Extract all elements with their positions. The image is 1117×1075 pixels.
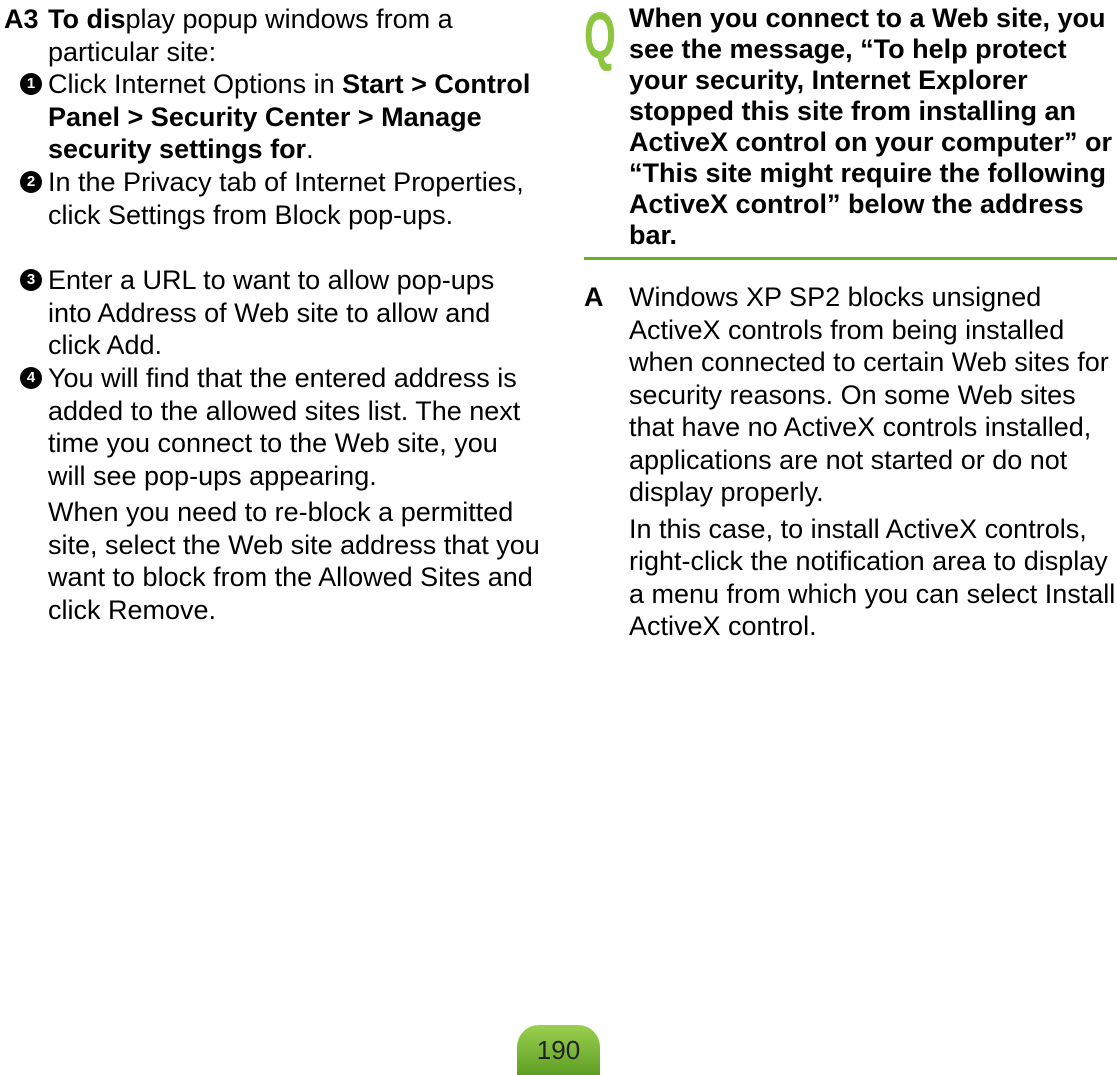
step-number-1: 1: [20, 73, 42, 95]
question-text: When you connect to a Web site, you see the message, “To help protect your security, Internet Explorer stopped this site from installing an ActiveX control on your computer” or “This site might require the following ActiveX control” below the address bar.: [629, 3, 1113, 250]
answer-paragraph-1: Windows XP SP2 blocks unsigned ActiveX controls from being installed when connected to certain Web sites for security reasons. On some Web sites that have no ActiveX controls installed, applications are not started or do not display properly.: [629, 282, 1109, 507]
step-1-pre: Click Internet Options in: [48, 69, 343, 99]
reblock-note: When you need to re-block a permitted site, select the Web site address that you want to block from the Allowed Sites and click Remove.: [48, 497, 540, 625]
a3-intro: [48, 3, 538, 68]
a3-intro-rest: play popup windows from a particular site:: [48, 4, 453, 67]
step-4-text: You will find that the entered address is added to the allowed sites list. The next time you connect to the Web site, you will see pop-ups appearing.: [48, 363, 521, 491]
answer-paragraph-2: In this case, to install ActiveX controls, right-click the notification area to display a menu from which you can select Install ActiveX control.: [629, 513, 1116, 641]
a3-label: A3: [4, 4, 39, 34]
step-number-3: 3: [20, 269, 42, 291]
a3-intro-bold: To dis: [48, 4, 126, 34]
answer-body: [629, 281, 1117, 643]
question-mark-badge: Q: [584, 0, 616, 72]
question-divider: [584, 257, 1117, 260]
page-number-badge: [517, 1025, 600, 1075]
step-number-4: 4: [20, 367, 42, 389]
step-1-post: .: [306, 134, 314, 164]
page-number: 190: [536, 1035, 581, 1065]
step-3-text: Enter a URL to want to allow pop-ups into Address of Web site to allow and click Add.: [48, 265, 495, 360]
step-2-text: In the Privacy tab of Internet Properties, click Settings from Block pop-ups.: [48, 167, 524, 230]
answer-label: A: [584, 282, 604, 312]
step-1-menu-path: Start > Control Panel > Security Center > Manage security settings for: [48, 69, 531, 164]
step-1-text: [48, 68, 540, 166]
step-number-2: 2: [20, 171, 42, 193]
